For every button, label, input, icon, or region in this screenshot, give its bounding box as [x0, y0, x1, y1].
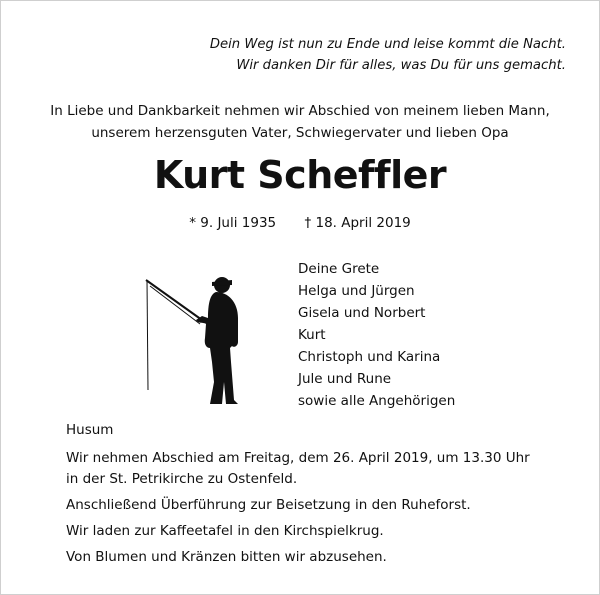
family-member: Kurt [298, 327, 326, 343]
funeral-notes [66, 448, 546, 573]
note-ceremony: Wir nehmen Abschied am Freitag, dem 26. April 2019, um 13.30 Uhr in der St. Petrikirche zu Ostenfeld. [66, 450, 530, 487]
fisherman-silhouette-icon [140, 272, 250, 412]
place: Husum [66, 422, 114, 438]
note-burial: Anschließend Überführung zur Beisetzung in den Ruheforst. [66, 497, 471, 513]
motto-line-2: Wir danken Dir für alles, was Du für uns gemacht. [236, 58, 566, 73]
death-date: † 18. April 2019 [304, 215, 411, 231]
family-list [298, 258, 455, 412]
motto [210, 34, 566, 76]
note-flowers: Von Blumen und Kränzen bitten wir abzusehen. [66, 549, 387, 565]
family-member: Helga und Jürgen [298, 283, 415, 299]
intro-line-2: unserem herzensguten Vater, Schwiegervater und lieben Opa [91, 125, 509, 141]
family-member: Christoph und Karina [298, 349, 441, 365]
family-member: Gisela und Norbert [298, 305, 426, 321]
family-member: Deine Grete [298, 261, 380, 277]
motto-line-1: Dein Weg ist nun zu Ende und leise kommt die Nacht. [209, 37, 566, 52]
birth-date: * 9. Juli 1935 [189, 215, 277, 231]
intro-text [0, 100, 600, 144]
deceased-name: Kurt Scheffler [153, 153, 447, 197]
family-member: sowie alle Angehörigen [298, 393, 456, 409]
life-dates [0, 215, 600, 231]
family-member: Jule und Rune [298, 371, 392, 387]
intro-line-1: In Liebe und Dankbarkeit nehmen wir Abschied von meinem lieben Mann, [50, 103, 550, 119]
note-coffee: Wir laden zur Kaffeetafel in den Kirchspielkrug. [66, 523, 384, 539]
